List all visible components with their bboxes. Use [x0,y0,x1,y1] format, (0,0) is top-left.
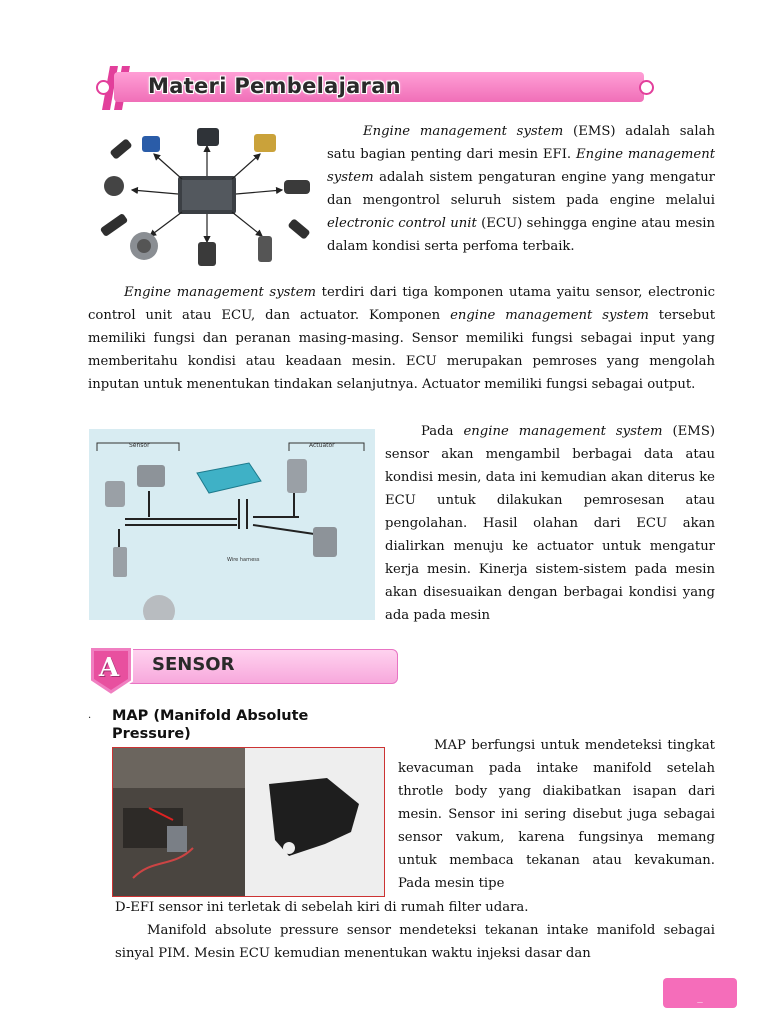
text-span: adalah sistem pengaturan engine yang mengatur dan mengontrol seluruh sistem pada engine melalui [327,170,715,208]
diagram-sensor-label: Sensor [129,442,150,449]
text-span: (ECU) sehingga engine atau mesin dalam kondisi serta perfoma terbaik. [327,216,715,254]
page-number-badge [663,978,737,1008]
term-ems: Engine management system [327,147,715,185]
page-title: Materi Pembelajaran [148,74,401,98]
term-ecu: electronic control unit [327,216,477,231]
section-a-header [88,645,400,703]
page-number: _ [697,990,703,1003]
text-span: tersebut memiliki fungsi dan peranan masing-masing. Sensor memiliki fungsi sebagai input yang memberitahu kondisi atau keadaan mesin. ECU merupakan pemroses yang mengolah inputan untuk menentukan tindakan selanjutnya. Actuator memiliki fungsi sebagai output. [88,308,716,392]
text-span: (EMS) sensor akan mengambil berbagai data atau kondisi mesin, data ini kemudian akan diterus ke ECU untuk dilakukan pemrosesan atau pengolahan. Hasil olahan dari ECU akan dialirkan menuju ke actuator untuk mengatur kerja mesin. Kinerja sistem-sistem pada mesin akan disesuaikan dengan berbagai kondisi yang ada pada mesin [385,424,715,623]
term-ems: engine management system [450,308,649,323]
section-a-title: SENSOR [152,654,235,675]
diagram-wire-label: Wire harness [227,557,260,563]
banner-dot-left [96,80,111,95]
list-bullet: . [88,710,92,721]
map-sensor-photo [112,747,385,897]
term-ems: Engine management system [363,124,564,139]
intro-paragraph-3 [385,420,715,627]
intro-paragraph-1 [327,120,715,258]
map-heading: MAP (Manifold Absolute Pressure) [112,708,309,742]
text-span: Pada [421,424,464,439]
text-span: terdiri dari tiga komponen utama yaitu sensor, electronic control unit atau ECU, dan actuator. Komponen [88,285,715,323]
ems-diagram [89,429,375,620]
intro-paragraph-2 [88,281,715,396]
diagram-actuator-label: Actuator [309,442,335,449]
map-paragraph-2: Manifold absolute pressure sensor mendeteksi tekanan intake manifold sebagai sinyal PIM. Mesin ECU kemudian menentukan waktu injeksi dasar dan [115,923,715,961]
map-paragraph-1-tail: D-EFI sensor ini terletak di sebelah kiri di rumah filter udara. [115,900,529,915]
map-paragraph-1: MAP berfungsi untuk mendeteksi tingkat kevacuman pada intake manifold setelah throtle body yang diakibatkan isapan dari mesin. Sensor ini sering disebut juga sebagai sensor vakum, karena fungsinya memang untuk membaca tekanan atau kevakuman. Pada mesin tipe [398,738,715,891]
term-ems: engine management system [463,424,663,439]
term-ems: Engine management system [124,285,317,300]
ems-components-image [92,124,318,274]
section-banner [96,66,656,110]
text-span: (EMS) adalah salah satu bagian penting dari mesin EFI. [327,124,715,162]
section-a-letter: A [98,653,120,683]
banner-dot-right [639,80,654,95]
